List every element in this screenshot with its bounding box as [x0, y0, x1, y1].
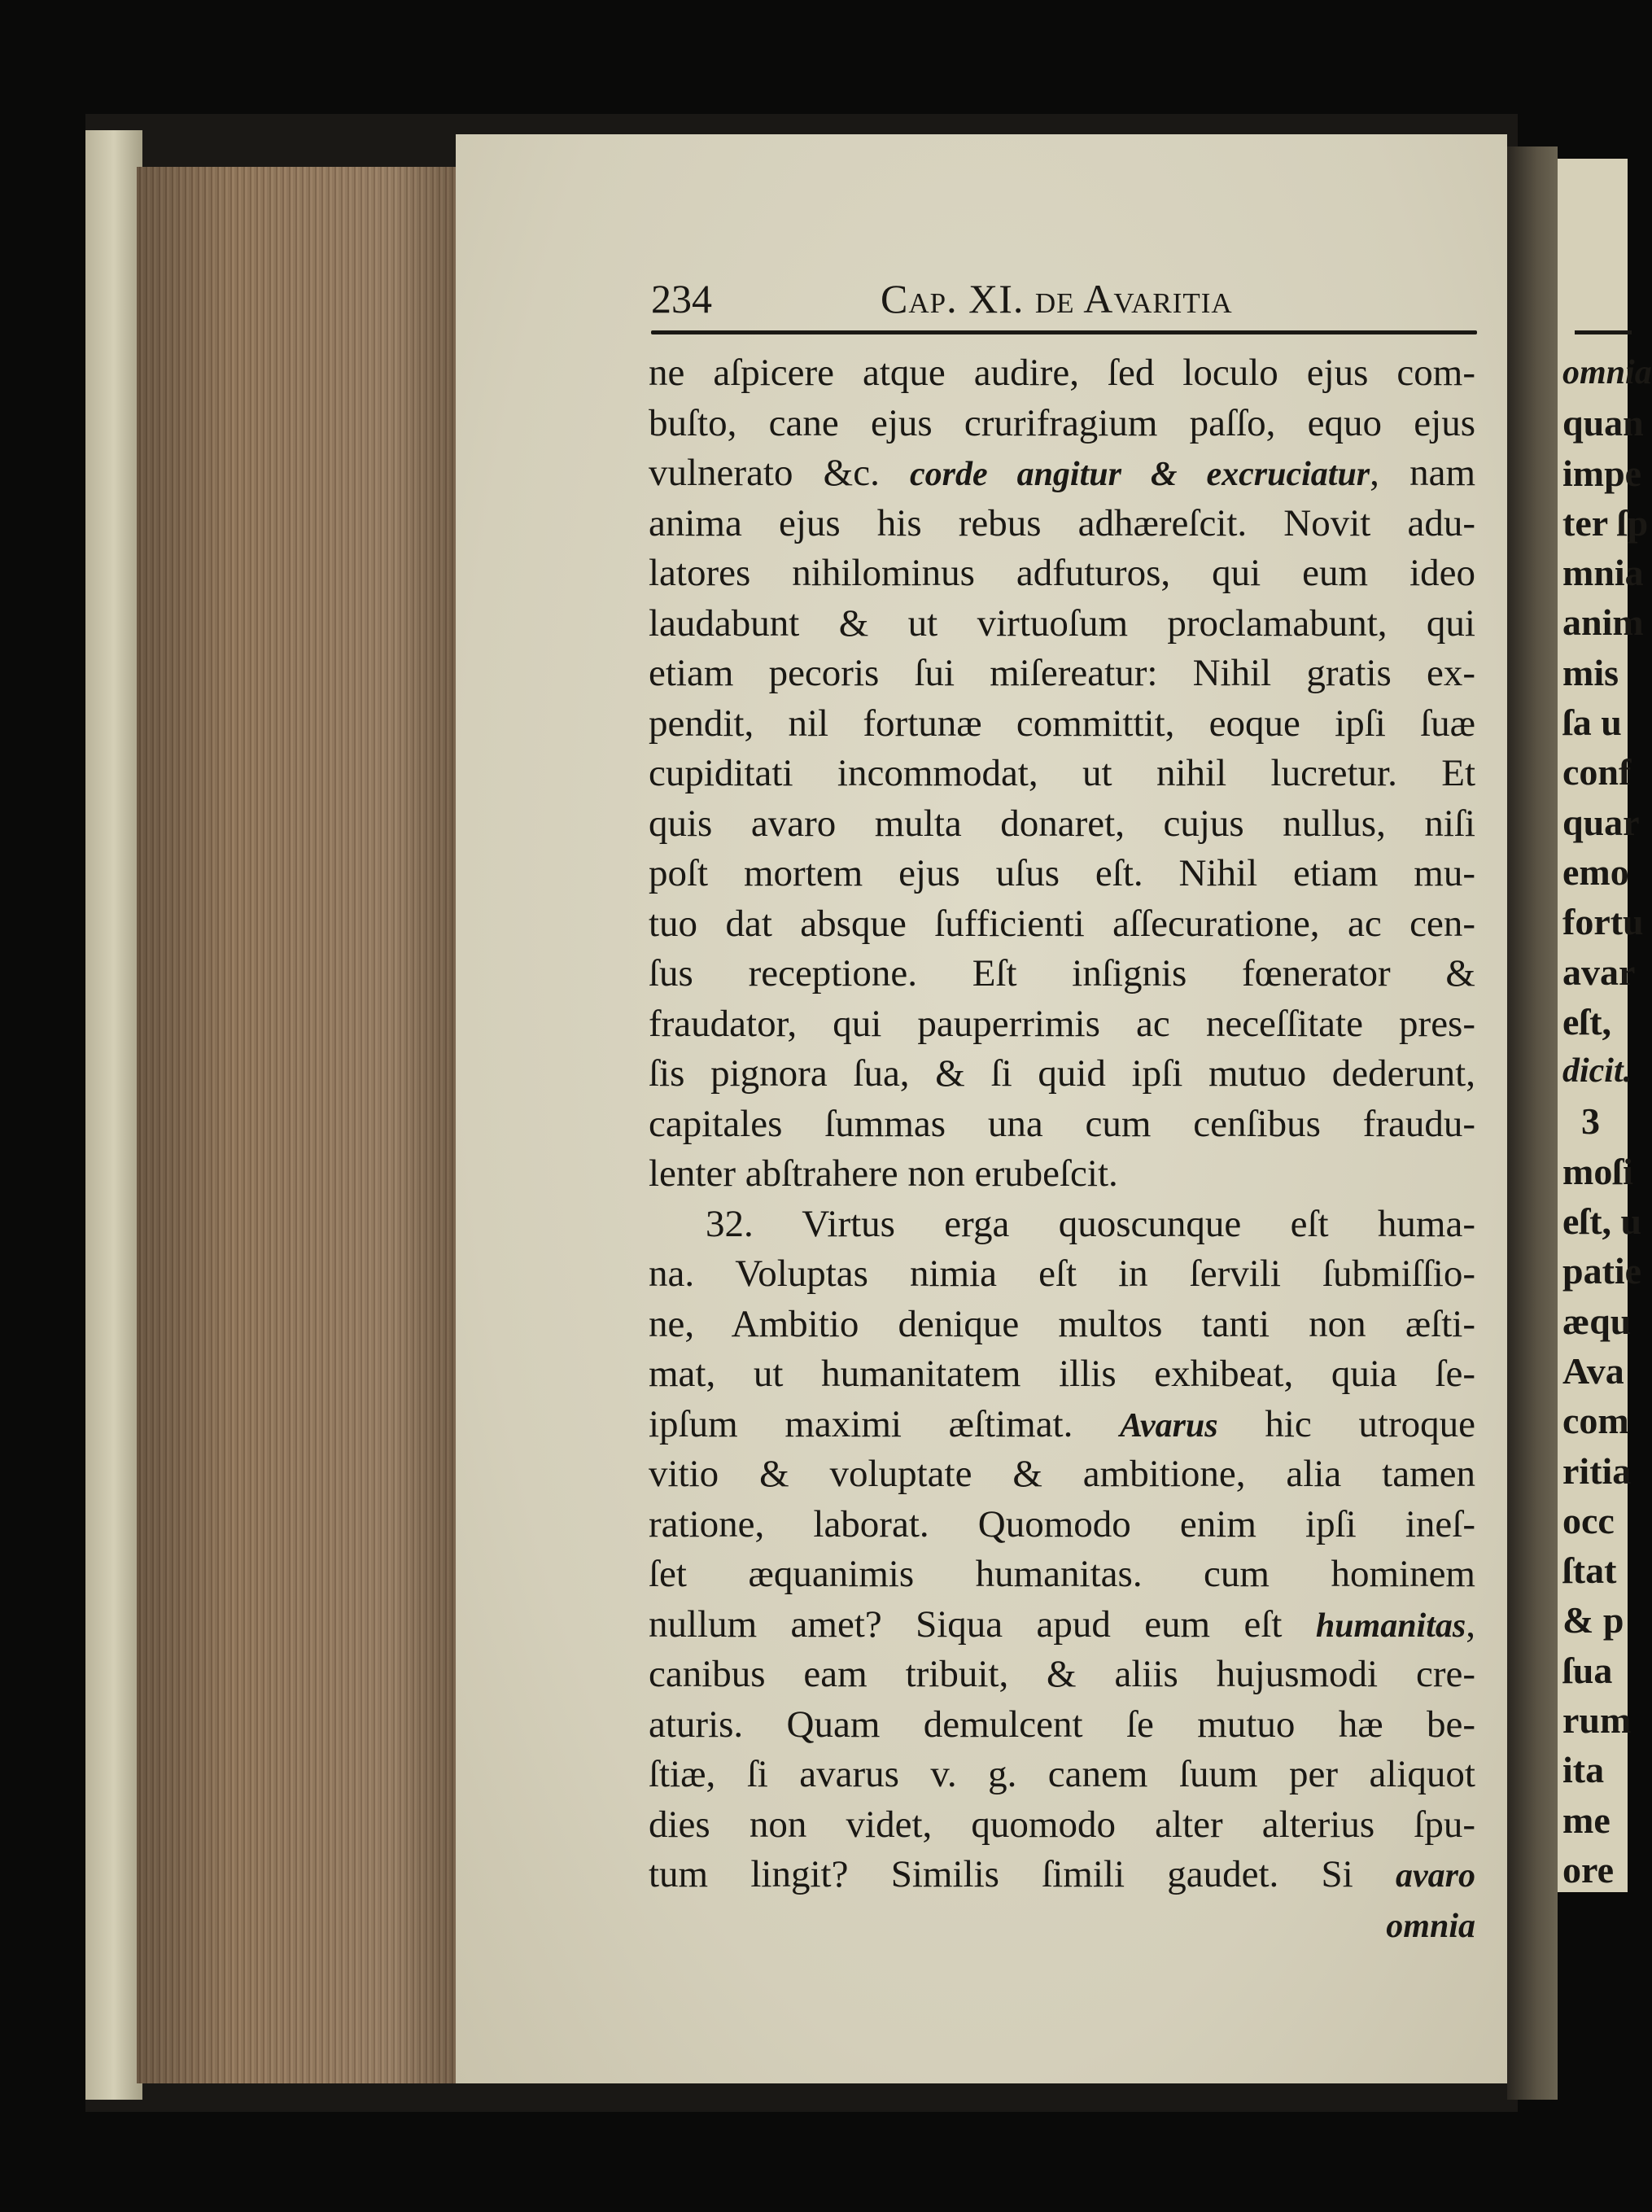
text-line: [649, 448, 1475, 499]
text-segment: canibus eam tribuit, & aliis hujusmodi cre-: [649, 1653, 1475, 1695]
recto-line-fragment: ritia: [1562, 1449, 1632, 1492]
text-line: [649, 1400, 1475, 1450]
text-line: [649, 1800, 1475, 1851]
recto-line-fragment: ſa u: [1562, 702, 1622, 744]
recto-line-fragment: anim: [1562, 601, 1644, 644]
recto-line-fragment: occ: [1562, 1499, 1615, 1541]
text-segment: dies non videt, quomodo alter alterius ſpu-: [649, 1803, 1475, 1846]
text-line: [649, 649, 1475, 699]
recto-line-fragment: ore: [1562, 1848, 1615, 1891]
recto-line-fragment: 3: [1562, 1100, 1600, 1143]
text-line: [649, 348, 1475, 399]
text-segment: aturis. Quam demulcent ſe mutuo hæ be-: [649, 1703, 1475, 1746]
text-line: [649, 899, 1475, 950]
text-line: [649, 1500, 1475, 1550]
text-segment: mat, ut humanitatem illis exhibeat, quia ſe-: [649, 1353, 1475, 1395]
catchword-text: omnia: [1386, 1907, 1475, 1945]
text-segment: etiam pecoris ſui miſereatur: Nihil gratis ex-: [649, 652, 1475, 694]
recto-line-fragment: patie: [1562, 1250, 1642, 1292]
text-segment: 32. Virtus erga quoscunque eſt huma-: [706, 1202, 1475, 1245]
text-segment: capitales ſummas una cum cenſibus fraudu-: [649, 1102, 1475, 1145]
text-segment: pendit, nil fortunæ committit, eoque ipſi ſuæ: [649, 702, 1475, 745]
text-segment: quis avaro multa donaret, cujus nullus, niſi: [649, 802, 1475, 845]
text-line: [649, 599, 1475, 649]
text-line: [649, 1300, 1475, 1350]
text-segment: ratione, laborat. Quomodo enim ipſi ineſ-: [649, 1502, 1475, 1545]
text-line: [649, 399, 1475, 449]
text-segment: ſtiæ, ſi avarus v. g. canem ſuum per aliquot: [649, 1753, 1475, 1795]
recto-line-fragment: moſi: [1562, 1150, 1633, 1192]
text-line: [649, 799, 1475, 850]
recto-text-fragments: [1562, 348, 1652, 1895]
text-line: [649, 1200, 1475, 1250]
recto-line-fragment: quar: [1562, 801, 1640, 843]
recto-line-fragment: Ava: [1562, 1349, 1624, 1392]
text-line: [649, 1099, 1475, 1150]
italic-phrase: corde angitur & excruciatur: [910, 456, 1370, 493]
text-line: [649, 1850, 1475, 1900]
text-line: [649, 1700, 1475, 1751]
text-segment: vitio & voluptate & ambitione, alia tamen: [649, 1453, 1475, 1495]
text-line: [649, 1249, 1475, 1300]
page-fore-edge-shading: [137, 167, 458, 2083]
recto-line-fragment: avar: [1562, 951, 1636, 993]
text-line: [649, 999, 1475, 1050]
body-text: [649, 348, 1475, 1950]
recto-line-fragment: fortu: [1562, 901, 1644, 943]
text-segment: ne aſpicere atque audire, ſed loculo ejus com-: [649, 352, 1475, 394]
text-segment: vulnerato &c.: [649, 452, 911, 494]
recto-line-fragment: eſt,: [1562, 1000, 1612, 1043]
text-line: [649, 1349, 1475, 1400]
text-line: [649, 699, 1475, 750]
text-segment: ſis pignora ſua, & ſi quid ipſi mutuo dederunt,: [649, 1052, 1475, 1095]
recto-line-fragment: com: [1562, 1400, 1629, 1442]
recto-line-fragment: dicit.: [1562, 1052, 1632, 1091]
recto-line-fragment: mis: [1562, 651, 1619, 693]
recto-line-fragment: & p: [1562, 1599, 1624, 1642]
text-segment: tum lingit? Similis ſimili gaudet. Si: [649, 1853, 1396, 1895]
page-number: 234: [651, 276, 712, 321]
recto-line-fragment: me: [1562, 1799, 1610, 1841]
text-segment: poſt mortem ejus uſus eſt. Nihil etiam mu-: [649, 852, 1475, 894]
recto-line-fragment: conf: [1562, 751, 1632, 793]
text-segment: fraudator, qui pauperrimis ac neceſſitate pres-: [649, 1002, 1475, 1045]
recto-line-fragment: mnia: [1562, 552, 1644, 594]
text-line: [649, 499, 1475, 549]
book-gutter: [1507, 146, 1558, 2100]
recto-line-fragment: ſua: [1562, 1649, 1613, 1691]
text-segment: lenter abſtrahere non erubeſcit.: [649, 1152, 1118, 1195]
book-binding: [85, 130, 142, 2100]
recto-header-rule: [1575, 330, 1632, 334]
recto-line-fragment: ter ſp: [1562, 501, 1649, 544]
catchword: [649, 1900, 1475, 1951]
recto-line-fragment: quan: [1562, 402, 1644, 444]
text-segment: ipſum maximi æſtimat.: [649, 1402, 1121, 1445]
text-line: [649, 1600, 1475, 1650]
text-segment: ne, Ambitio denique multos tanti non æſti-: [649, 1302, 1475, 1345]
text-line: [649, 1550, 1475, 1600]
text-segment: cupiditati incommodat, ut nihil lucretur. Et: [649, 752, 1475, 794]
text-line: [649, 1750, 1475, 1800]
recto-line-fragment: ſtat: [1562, 1550, 1617, 1592]
text-segment: ,: [1466, 1602, 1475, 1646]
text-segment: latores nihilominus adfuturos, qui eum ideo: [649, 552, 1475, 594]
recto-line-fragment: impe: [1562, 452, 1642, 494]
text-segment: hic utroque: [1217, 1402, 1475, 1445]
text-line: [649, 1650, 1475, 1700]
text-segment: ſet æquanimis humanitas. cum hominem: [649, 1553, 1475, 1595]
recto-line-fragment: æqu: [1562, 1300, 1632, 1342]
text-line: [649, 949, 1475, 999]
text-line: [649, 1449, 1475, 1500]
text-segment: laudabunt & ut virtuoſum proclamabunt, qui: [649, 601, 1475, 645]
header-rule: [651, 330, 1477, 334]
text-segment: , nam: [1370, 452, 1475, 494]
text-line: [649, 849, 1475, 899]
text-line: [649, 1049, 1475, 1099]
text-segment: buſto, cane ejus crurifragium paſſo, equo ejus: [649, 401, 1475, 444]
text-segment: na. Voluptas nimia eſt in ſervili ſubmiſſio-: [649, 1252, 1475, 1295]
chapter-heading: Cap. XI. de Avaritia: [881, 276, 1233, 321]
text-line: [649, 749, 1475, 799]
text-line: [649, 1149, 1475, 1200]
text-segment: ſus receptione. Eſt inſignis fœnerator &: [649, 952, 1475, 995]
recto-line-fragment: ita: [1562, 1749, 1605, 1791]
italic-phrase: avaro: [1396, 1857, 1475, 1895]
text-line: [649, 549, 1475, 599]
recto-line-fragment: eſt, u: [1562, 1200, 1642, 1243]
text-segment: tuo dat absque ſufficienti aſſecuratione, ac cen-: [649, 902, 1475, 945]
recto-line-fragment: emo: [1562, 850, 1629, 893]
text-segment: anima ejus his rebus adhæreſcit. Novit adu-: [649, 501, 1475, 544]
recto-line-fragment: omnia: [1562, 354, 1652, 391]
running-head: [651, 275, 1477, 324]
recto-line-fragment: rum: [1562, 1699, 1632, 1742]
italic-phrase: humanitas: [1315, 1607, 1466, 1645]
italic-phrase: Avarus: [1120, 1406, 1218, 1445]
text-segment: nullum amet? Siqua apud eum eſt: [649, 1602, 1316, 1646]
